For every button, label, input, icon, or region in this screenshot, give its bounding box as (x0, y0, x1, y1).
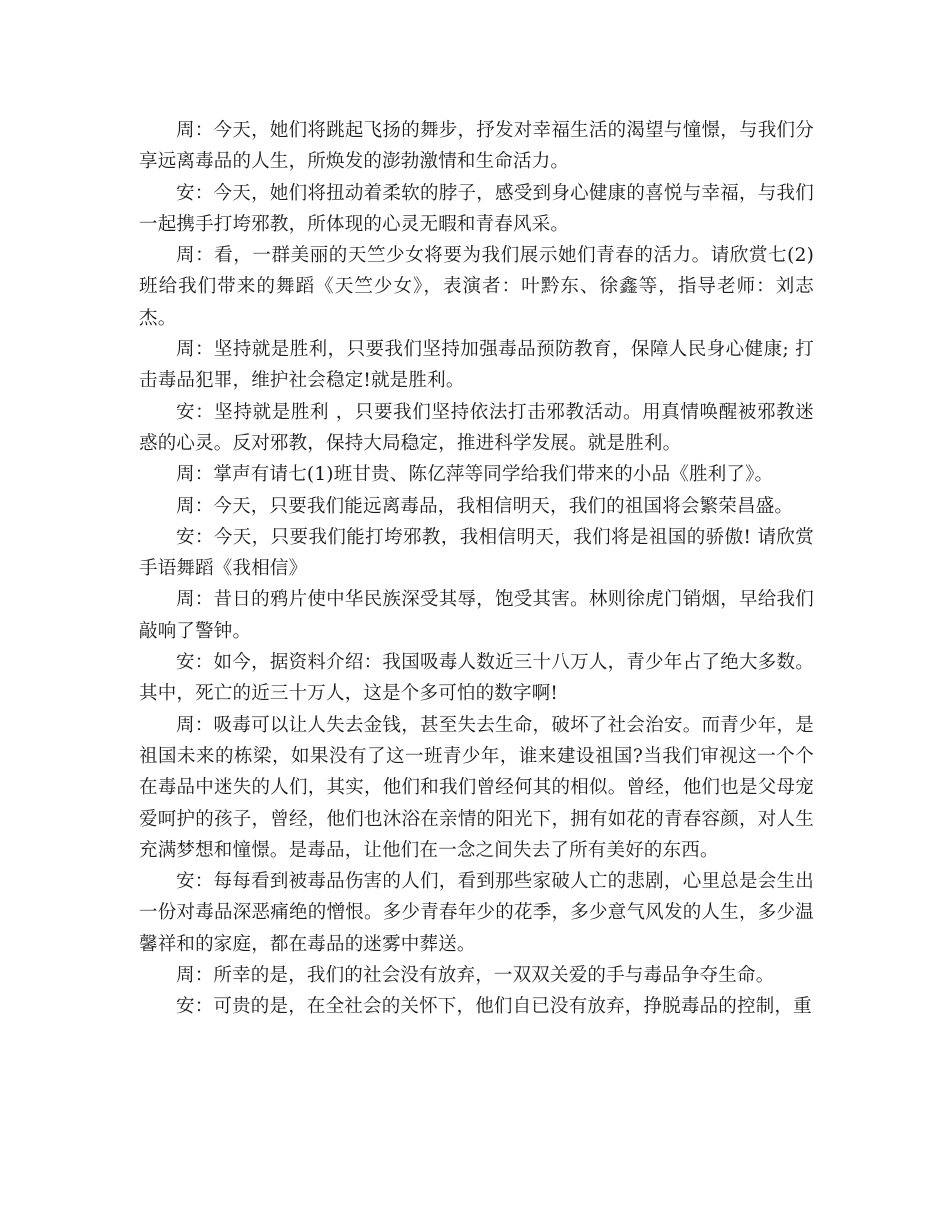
paragraph: 安：每每看到被毒品伤害的人们，看到那些家破人亡的悲剧，心里总是会生出一份对毒品深恶痛绝的憎恨。多少青春年少的花季，多少意气风发的人生，多少温馨祥和的家庭，都在毒品的迷雾中葬送。 (139, 871, 814, 955)
paragraph: 周：看，一群美丽的天竺少女将要为我们展示她们青春的活力。请欣赏七(2)班给我们带来的舞蹈《天竺少女》，表演者：叶黔东、徐鑫等，指导老师：刘志杰。 (139, 245, 814, 329)
paragraph: 安：坚持就是胜利 ，只要我们坚持依法打击邪教活动。用真情唤醒被邪教迷惑的心灵。反对邪教，保持大局稳定，推进科学发展。就是胜利。 (139, 401, 814, 454)
paragraph: 周：今天，她们将跳起飞扬的舞步，抒发对幸福生活的渴望与憧憬，与我们分享远离毒品的人生，所焕发的澎勃激情和生命活力。 (139, 120, 814, 173)
paragraph: 安：如今，据资料介绍：我国吸毒人数近三十八万人，青少年占了绝大多数。其中，死亡的近三十万人，这是个多可怕的数字啊! (139, 652, 814, 705)
paragraph: 安：今天，她们将扭动着柔软的脖子，感受到身心健康的喜悦与幸福，与我们一起携手打垮邪教，所体现的心灵无暇和青春风采。 (139, 182, 814, 235)
paragraph: 周：吸毒可以让人失去金钱，甚至失去生命，破坏了社会治安。而青少年，是祖国未来的栋梁，如果没有了这一班青少年，谁来建设祖国?当我们审视这一个个在毒品中迷失的人们，其实，他们和我们曾经何其的相似。曾经，他们也是父母宠爱呵护的孩子，曾经，他们也沐浴在亲情的阳光下，拥有如花的青春容颜，对人生充满梦想和憧憬。是毒品，让他们在一念之间失去了所有美好的东西。 (139, 714, 814, 861)
paragraph: 周：今天，只要我们能远离毒品，我相信明天，我们的祖国将会繁荣昌盛。 (176, 495, 794, 517)
document-body (139, 115, 814, 1023)
paragraph: 周：掌声有请七(1)班甘贵、陈亿萍等同学给我们带来的小品《胜利了》。 (176, 464, 774, 486)
paragraph: 安：可贵的是，在全社会的关怀下，他们自已没有放弃，挣脱毒品的控制，重 (176, 996, 812, 1018)
paragraph: 周：所幸的是，我们的社会没有放弃，一双双关爱的手与毒品争夺生命。 (176, 965, 775, 987)
paragraph: 周：坚持就是胜利，只要我们坚持加强毒品预防教育，保障人民身心健康; 打击毒品犯罪，维护社会稳定!就是胜利。 (139, 339, 814, 392)
paragraph: 安：今天，只要我们能打垮邪教，我相信明天，我们将是祖国的骄傲! 请欣赏手语舞蹈《我相信》 (139, 526, 814, 580)
paragraph: 周：昔日的鸦片使中华民族深受其辱，饱受其害。林则徐虎门销烟，早给我们敲响了警钟。 (139, 589, 814, 642)
